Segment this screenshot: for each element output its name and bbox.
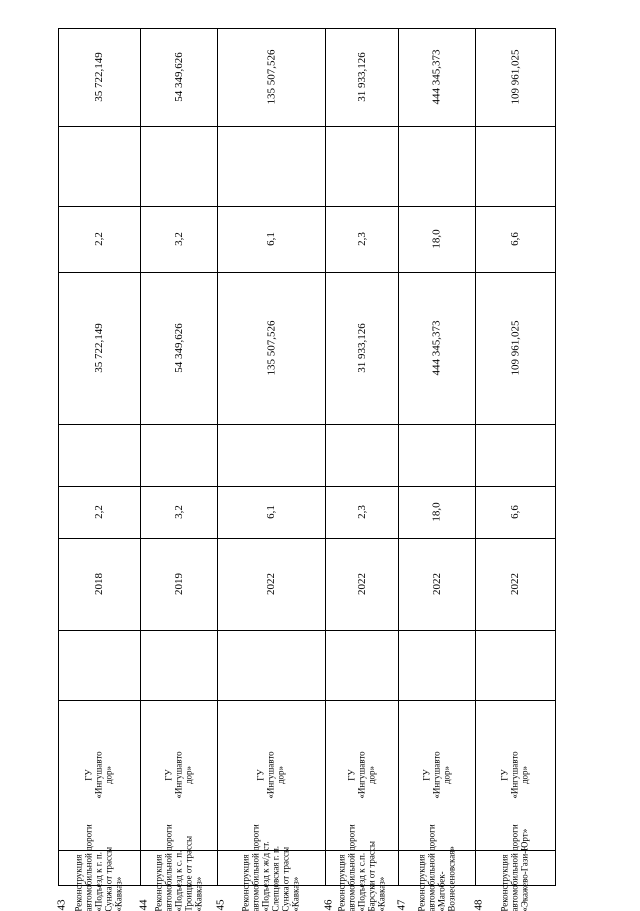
- total: 54 349,626: [172, 52, 185, 102]
- row-number: 43: [55, 899, 68, 911]
- customer-line: «Ингушавто: [510, 751, 520, 799]
- name-line: Реконструкция: [336, 853, 347, 911]
- customer: [84, 751, 114, 798]
- customer-line: дор»: [520, 765, 530, 785]
- empty-cell: [398, 630, 475, 700]
- cost-cell: [140, 272, 217, 424]
- no-cell: [137, 885, 217, 911]
- name-line: автомобильной дороги: [510, 823, 521, 911]
- customer-line: «Ингушавто: [356, 751, 367, 799]
- customer: [164, 751, 194, 798]
- empty-cell: [217, 630, 325, 700]
- length-cell: [475, 486, 555, 538]
- empty-cell: [58, 630, 140, 700]
- name-line: автомобильной дороги: [426, 823, 437, 911]
- customer-line: «Ингушавто: [431, 751, 442, 799]
- length2: 2,2: [93, 232, 105, 246]
- row-number: 45: [214, 899, 227, 911]
- length2: 18,0: [430, 229, 443, 249]
- row-number: 44: [137, 899, 150, 911]
- name-line: Вознесеновская»: [446, 845, 457, 911]
- name-line: «Подъезд к г. п.: [94, 851, 105, 911]
- total: 135 507,526: [265, 49, 277, 105]
- length-cell: [58, 486, 140, 538]
- name-line: автомобильной дороги: [250, 823, 261, 911]
- cost: 109 961,025: [509, 320, 521, 376]
- name-line: Сунжа от трассы: [104, 846, 115, 911]
- cost-cell: [58, 272, 140, 424]
- name-line: автомобильной дороги: [163, 823, 174, 911]
- year: 2022: [265, 573, 277, 595]
- customer-line: ГУ: [163, 769, 174, 781]
- year-cell: [398, 538, 475, 630]
- empty-cell: [398, 126, 475, 206]
- year: 2018: [93, 573, 105, 595]
- total: 444 345,373: [430, 49, 443, 105]
- cost: 35 722,149: [93, 323, 105, 373]
- year: 2022: [355, 573, 368, 595]
- length-cell: [140, 486, 217, 538]
- name-line: Реконструкция: [74, 853, 85, 911]
- customer-line: ГУ: [256, 769, 266, 781]
- name-line: «Подъезд к с.п.: [356, 852, 367, 911]
- name-line: Слепцовская г. п.: [270, 845, 281, 911]
- customer-line: ГУ: [500, 769, 510, 781]
- customer-line: ГУ: [346, 769, 357, 781]
- empty-cell: [217, 424, 325, 486]
- row-number: 48: [472, 899, 485, 911]
- length: 18,0: [430, 502, 443, 522]
- cost-cell: [475, 272, 555, 424]
- row-number: 46: [322, 899, 335, 911]
- name-line: автомобильной дороги: [84, 823, 95, 911]
- length2-cell: [475, 206, 555, 272]
- customer-line: дор»: [276, 765, 286, 785]
- no-cell: [395, 885, 475, 911]
- name-line: «Экажево-Гази-Юрт»: [520, 828, 531, 911]
- row-border: [555, 28, 556, 885]
- no-cell: [322, 885, 398, 911]
- length2-cell: [325, 206, 398, 272]
- name-line: «Подъезд к с. п.: [173, 850, 184, 911]
- cost-cell: [398, 272, 475, 424]
- no-cell: [214, 885, 325, 911]
- length: 6,1: [265, 505, 277, 519]
- empty-cell: [217, 126, 325, 206]
- customer-line: дор»: [366, 765, 377, 785]
- empty-cell: [475, 126, 555, 206]
- total-cell: [475, 28, 555, 126]
- name-line: «Кавказ»: [193, 876, 204, 911]
- empty-cell: [140, 424, 217, 486]
- year-cell: [58, 538, 140, 630]
- cost-cell: [217, 272, 325, 424]
- year: 2019: [172, 573, 185, 595]
- empty-cell: [398, 424, 475, 486]
- empty-cell: [325, 630, 398, 700]
- length2: 2,3: [355, 232, 368, 246]
- customer-line: «Ингушавто: [94, 751, 104, 799]
- length: 2,2: [93, 505, 105, 519]
- customer-line: ГУ: [84, 769, 94, 781]
- cost: 444 345,373: [430, 320, 443, 376]
- customer: [422, 751, 452, 798]
- row-number: 47: [395, 899, 408, 911]
- customer-line: дор»: [104, 765, 114, 785]
- length: 2,3: [355, 505, 368, 519]
- empty-cell: [58, 126, 140, 206]
- customer: [347, 751, 377, 798]
- year-cell: [475, 538, 555, 630]
- empty-cell: [58, 424, 140, 486]
- cost-cell: [325, 272, 398, 424]
- year: 2022: [430, 573, 443, 595]
- year-cell: [140, 538, 217, 630]
- name-line: «Кавказ»: [376, 876, 387, 911]
- cost: 54 349,626: [172, 323, 185, 373]
- total-cell: [398, 28, 475, 126]
- empty-cell: [140, 630, 217, 700]
- length-cell: [325, 486, 398, 538]
- length2-cell: [140, 206, 217, 272]
- name-line: Барсуки от трассы: [366, 840, 377, 911]
- cost: 135 507,526: [265, 320, 277, 376]
- total: 35 722,149: [93, 52, 105, 102]
- customer: [256, 751, 286, 798]
- total: 109 961,025: [509, 49, 521, 105]
- empty-cell: [140, 126, 217, 206]
- customer-line: дор»: [183, 765, 194, 785]
- name-line: Реконструкция: [240, 853, 251, 911]
- total: 31 933,126: [355, 52, 368, 102]
- name-line: Реконструкция: [153, 853, 164, 911]
- empty-cell: [325, 424, 398, 486]
- year-cell: [217, 538, 325, 630]
- customer-line: «Ингушавто: [266, 751, 276, 799]
- year: 2022: [509, 573, 521, 595]
- name-line: Сунжа от трассы: [280, 846, 291, 911]
- total-cell: [140, 28, 217, 126]
- total-cell: [217, 28, 325, 126]
- empty-cell: [475, 630, 555, 700]
- name-line: Реконструкция: [500, 853, 511, 911]
- name-line: автомобильной дороги: [346, 823, 357, 911]
- name-line: «Магобек-: [436, 870, 447, 911]
- customer-line: ГУ: [421, 769, 432, 781]
- total-cell: [325, 28, 398, 126]
- no-cell: [55, 885, 140, 911]
- length-cell: [398, 486, 475, 538]
- length: 3,2: [172, 505, 185, 519]
- length2: 6,1: [265, 232, 277, 246]
- name-line: Реконструкция: [416, 853, 427, 911]
- empty-cell: [475, 424, 555, 486]
- length-cell: [217, 486, 325, 538]
- name-line: «Кавказ»: [114, 876, 125, 911]
- customer-line: «Ингушавто: [173, 751, 184, 799]
- year-cell: [325, 538, 398, 630]
- name-line: «Подъезд к ж/д ст.: [260, 840, 271, 911]
- cost: 31 933,126: [355, 323, 368, 373]
- length2: 6,6: [509, 232, 521, 246]
- empty-cell: [325, 126, 398, 206]
- customer: [500, 751, 530, 798]
- name-line: «Кавказ»: [290, 876, 301, 911]
- customer-line: дор»: [441, 765, 452, 785]
- length2-cell: [58, 206, 140, 272]
- no-cell: [472, 885, 555, 911]
- length2: 3,2: [172, 232, 185, 246]
- length2-cell: [398, 206, 475, 272]
- name-line: Троицкое от трассы: [183, 835, 194, 911]
- total-cell: [58, 28, 140, 126]
- length2-cell: [217, 206, 325, 272]
- length: 6,6: [509, 505, 521, 519]
